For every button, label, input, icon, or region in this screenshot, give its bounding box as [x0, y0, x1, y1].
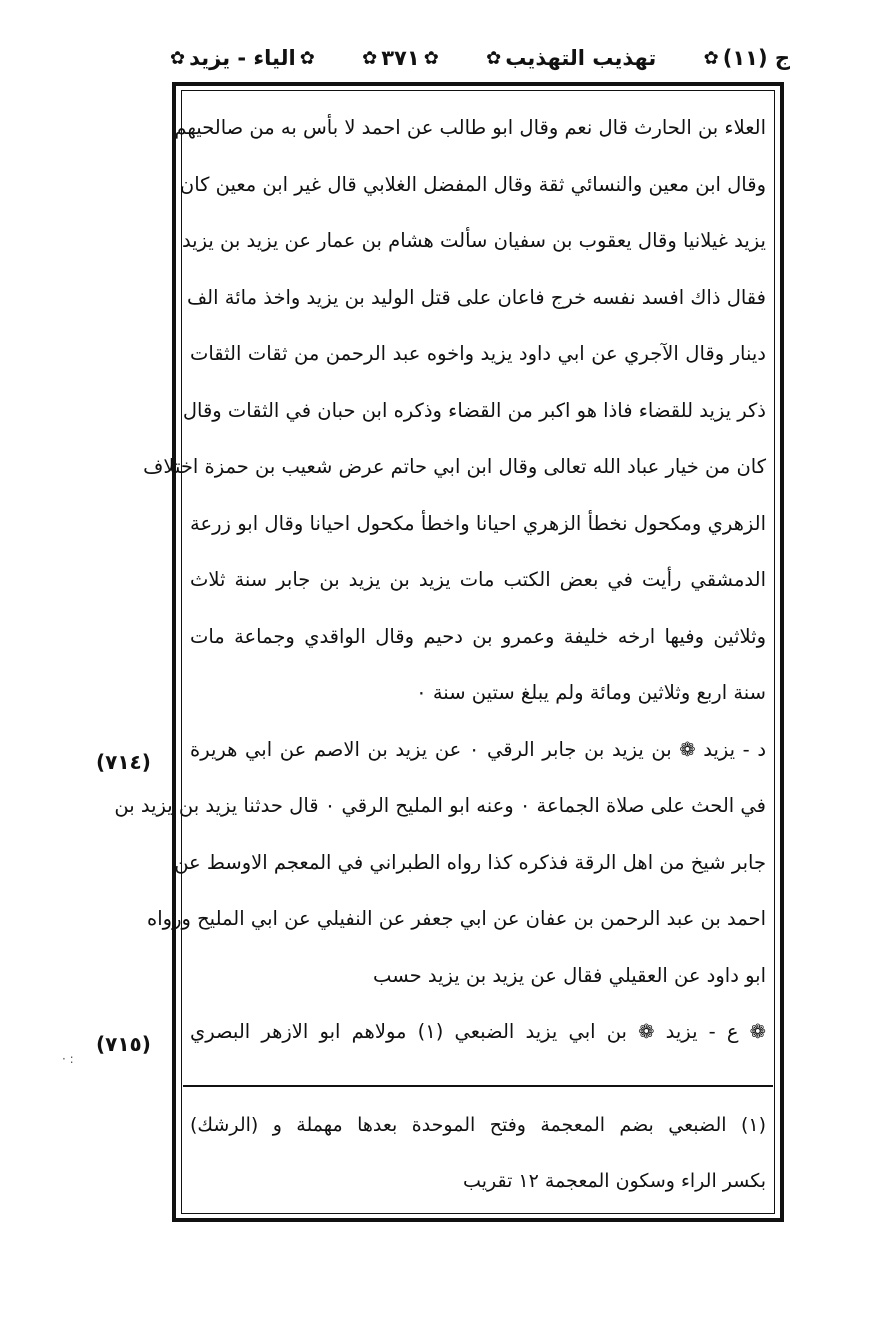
- entry-number-714: (٧١٤): [96, 750, 151, 774]
- book-title-group: [486, 46, 656, 70]
- text-line: يزيد غيلانيا وقال يعقوب بن سفيان سألت هشام بن عمار عن يزيد بن يزيد: [181, 229, 766, 252]
- entry-715-line: ❁ ع - يزيد ❁ بن ابي يزيد الضبعي (١) مولاهم ابو الازهر البصري: [190, 1020, 766, 1043]
- entry-714-line: في الحث على صلاة الجماعة ٠ وعنه ابو المليح الرقي ٠ قال حدثنا يزيد بن يزيد بن: [114, 794, 766, 817]
- ornament-icon: ✿: [486, 47, 502, 69]
- text-line: وثلاثين وفيها ارخه خليفة وعمرو بن دحيم وقال الواقدي وجماعة مات: [190, 624, 766, 648]
- entry-714-line: ابو داود عن العقيلي فقال عن يزيد بن يزيد حسب: [373, 963, 766, 987]
- text-line: كان من خيار عباد الله تعالى وقال ابن ابي حاتم عرض شعيب بن حمزة اختلاف: [143, 455, 766, 478]
- ornament-icon: ✿: [423, 47, 439, 69]
- text-line: العلاء بن الحارث قال نعم وقال ابو طالب عن احمد لا بأس به من صالحيهم: [174, 116, 766, 139]
- footnote-line: (١) الضبعي بضم المعجمة وفتح الموحدة بعدها مهملة و (الرشك): [190, 1114, 766, 1136]
- text-line: فقال ذاك افسد نفسه خرج فاعان على قتل الوليد بن يزيد واخذ مائة الف: [187, 285, 766, 309]
- entry-714-line: د - يزيد ❁ بن يزيد بن جابر الرقي ٠ عن يزيد بن الاصم عن ابي هريرة: [190, 737, 766, 761]
- page-number-group: [362, 46, 439, 70]
- volume-label: [704, 46, 790, 70]
- entry-number-715: (٧١٥): [96, 1032, 151, 1056]
- margin-specks: · :: [62, 1052, 74, 1066]
- text-line: ذكر يزيد للقضاء فاذا هو اكبر من القضاء وذكره ابن حبان في الثقات وقال: [182, 398, 766, 422]
- ornament-icon: ✿: [170, 47, 186, 69]
- footnote-line: بكسر الراء وسكون المعجمة ١٢ تقريب: [463, 1170, 766, 1192]
- text-line: الزهري ومكحول نخطأ الزهري احيانا واخطأ مكحول احيانا وقال ابو زرعة: [190, 511, 766, 535]
- text-line: الدمشقي رأيت في بعض الكتب مات يزيد بن يزيد بن جابر سنة ثلاث: [190, 568, 766, 591]
- text-line: دينار وقال الآجري عن ابي داود يزيد واخوه عبد الرحمن من ثقات الثقات: [190, 342, 766, 365]
- text-line: سنة اربع وثلاثين ومائة ولم يبلغ ستين سنة ٠: [416, 681, 766, 704]
- entry-714-line: جابر شيخ من اهل الرقة فذكره كذا رواه الطبراني في المعجم الاوسط عن: [174, 850, 766, 874]
- volume-number: ج (١١): [722, 46, 790, 70]
- section-title: الياء - يزيد: [189, 46, 296, 70]
- ornament-icon: ✿: [299, 47, 315, 69]
- footnote-divider: [183, 1085, 773, 1087]
- text-line: وقال ابن معين والنسائي ثقة وقال المفضل الغلابي قال غير ابن معين كان: [179, 172, 766, 196]
- entry-714-line: احمد بن عبد الرحمن بن عفان عن ابي جعفر عن النفيلي عن ابي المليح ورواه: [147, 907, 766, 930]
- footnote: [190, 1097, 766, 1209]
- running-header: [170, 38, 790, 78]
- ornament-icon: ✿: [703, 47, 719, 69]
- page-number: ٣٧١: [381, 46, 420, 70]
- section-title-group: [170, 46, 315, 70]
- book-title: تهذيب التهذيب: [505, 46, 657, 70]
- ornament-icon: ✿: [362, 47, 378, 69]
